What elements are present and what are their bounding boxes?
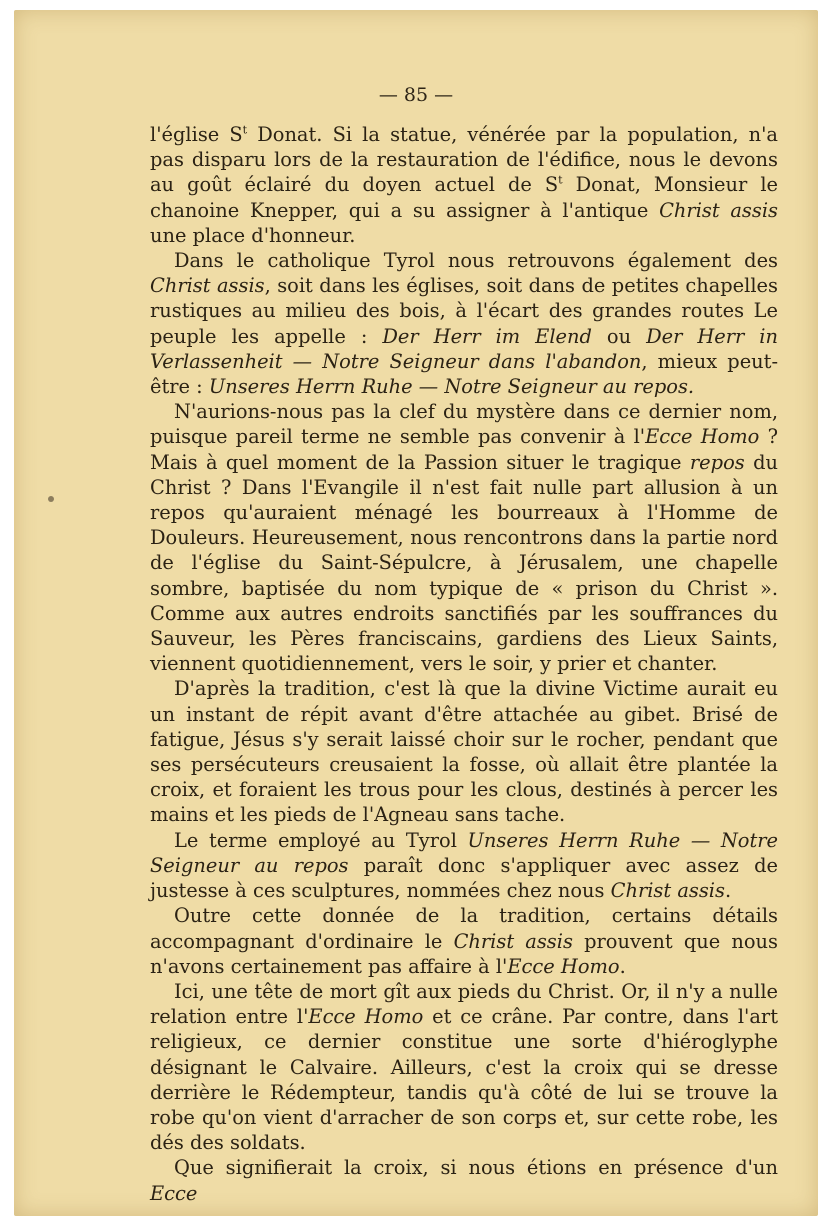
text-run: Le terme employé au Tyrol bbox=[174, 828, 468, 852]
text-run: du Christ ? Dans l'Evangile il n'est fait nulle part allusion à un repos qu'auraient ménagé les bourreaux à l'Homme de Douleurs. Heureusement, nous rencontrons dans la partie nord de l'église du Saint-Sépulcre, à Jérusalem, une chapelle sombre, baptisée du nom typique de « prison du Christ ». Comme aux autres endroits sanctifiés par les souffrances du Sauveur, les Pères franciscains, gardiens des Lieux Saints, viennent quotidiennement, vers le soir, y prier et chanter. bbox=[150, 450, 778, 676]
italic-text: Ecce bbox=[150, 1181, 198, 1205]
italic-text: Ecce Homo bbox=[645, 425, 760, 449]
italic-text: Christ assis bbox=[659, 198, 778, 222]
italic-text: Christ assis bbox=[453, 929, 573, 953]
text-run: prouvent que nous n'avons certainement pas affaire à l' bbox=[150, 929, 778, 978]
text-run: l'église S bbox=[150, 123, 243, 146]
paragraph bbox=[150, 248, 778, 399]
paragraph bbox=[150, 399, 778, 676]
text-run: Ici, une tête de mort gît aux pieds du Christ. Or, il n'y a nulle relation entre l' bbox=[150, 979, 778, 1029]
superscript: t bbox=[558, 173, 563, 187]
paragraph bbox=[150, 828, 778, 904]
text-run: Outre cette donnée de la tradition, certains détails accompagnant d'ordinaire le bbox=[150, 904, 778, 953]
text-run: paraît donc s'appliquer avec assez de justesse à ces sculptures, nommées chez nous bbox=[150, 853, 778, 903]
text-run: une place d'honneur. bbox=[150, 223, 356, 247]
italic-text: Ecce Homo bbox=[507, 954, 620, 978]
italic-text: Unseres Herrn Ruhe — Notre Seigneur au repos. bbox=[208, 375, 695, 399]
italic-text: Der Herr im Elend bbox=[382, 324, 592, 348]
text-run: et ce crâne. Par contre, dans l'art religieux, ce dernier constitue une sorte d'hiéroglyphe désignant le Calvaire. Ailleurs, c'est la croix qui se dresse derrière le Rédempteur, tandis qu'à côté de lui se trouve la robe qu'on vient d'arracher de son corps et, sur cette robe, les dés des soldats. bbox=[150, 1005, 778, 1155]
text-run: . bbox=[619, 954, 626, 978]
paragraph bbox=[150, 1155, 778, 1205]
ink-speck bbox=[48, 496, 54, 502]
text-run: ou bbox=[591, 324, 647, 348]
italic-text: Christ assis bbox=[150, 274, 265, 298]
paragraph bbox=[150, 903, 778, 979]
superscript: t bbox=[242, 123, 248, 137]
text-run: Dans le catholique Tyrol nous retrouvons également des bbox=[174, 249, 778, 273]
text-run: Donat, Monsieur le chanoine Knepper, qui a su assigner à l'antique bbox=[150, 173, 779, 222]
italic-text: Unseres Herrn Ruhe — Notre Seigneur au repos bbox=[150, 828, 779, 877]
paragraph bbox=[150, 122, 778, 248]
text-run: N'aurions-nous pas la clef du mystère dans ce dernier nom, puisque pareil terme ne semble pas convenir à l' bbox=[150, 400, 778, 449]
italic-text: Ecce Homo bbox=[308, 1005, 424, 1029]
page-number: — 85 — bbox=[378, 84, 454, 106]
text-run: Que signifierait la croix, si nous étions en présence d'un bbox=[174, 1156, 778, 1180]
italic-text: Christ assis bbox=[610, 879, 725, 903]
text-run: D'après la tradition, c'est là que la divine Victime aurait eu un instant de répit avant d'être attachée au gibet. Brisé de fatigue, Jésus s'y serait laissé choir sur le rocher, pendant que ses persécuteurs creusaient la fosse, où allait être plantée la croix, et foraient les trous pour les clous, destinés à percer les mains et les pieds de l'Agneau sans tache. bbox=[150, 677, 778, 827]
paragraph bbox=[150, 979, 778, 1155]
italic-text: Der Herr in Verlassenheit — Notre Seigneur dans l'abandon bbox=[150, 324, 778, 373]
text-run: , soit dans les églises, soit dans de petites chapelles rustiques au milieu des bois, à l'écart des grandes routes Le peuple les appelle : bbox=[150, 274, 778, 348]
text-run: ? Mais à quel moment de la Passion situer le tragique bbox=[150, 425, 778, 474]
text-run: , mieux peut-être : bbox=[150, 349, 779, 399]
italic-text: repos bbox=[689, 450, 745, 474]
text-run: Donat. Si la statue, vénérée par la population, n'a pas disparu lors de la restauration de l'édifice, nous le devons au goût éclairé du doyen actuel de S bbox=[150, 123, 778, 197]
paragraph bbox=[150, 676, 778, 827]
text-run: . bbox=[724, 879, 732, 903]
body-text bbox=[150, 122, 778, 1206]
